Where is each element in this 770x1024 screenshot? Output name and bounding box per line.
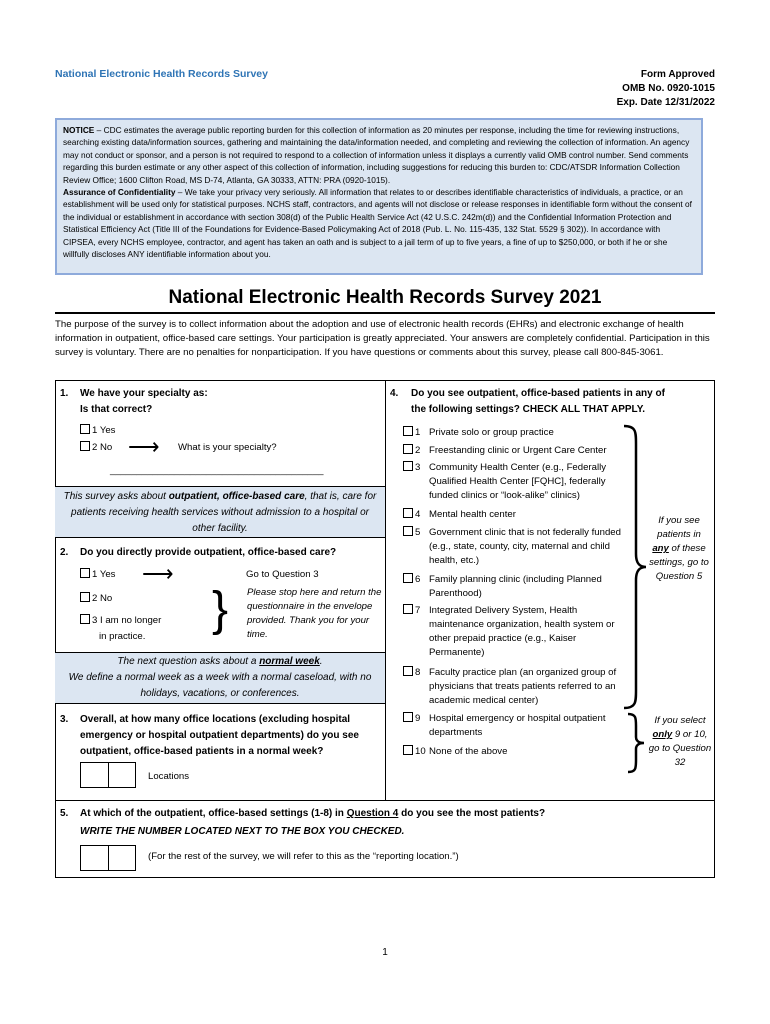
expiration-date: Exp. Date 12/31/2022 (616, 97, 715, 108)
q4-option-5[interactable] (403, 526, 420, 540)
q2-no-label: 2 No (92, 593, 113, 604)
q2-opt3-line1: 3 I am no longer (92, 615, 162, 626)
note1-underline: any (652, 543, 669, 554)
q1-number: 1. (60, 388, 69, 399)
band2-line2: We define a normal week as a week with a normal caseload, with no holidays, vacations, or conferences. (68, 672, 372, 699)
q3-text: Overall, at how many office locations (excluding hospital emergency or hospital outpatient departments) do you see outpatient, office-based patients in a normal week? (80, 714, 359, 757)
q2-stop-text: Please stop here and return the questionnaire in the envelope provided. Thank you for your time. (247, 587, 382, 640)
opt-num: 1 (415, 427, 421, 438)
q3-locations-input[interactable] (80, 762, 136, 788)
q5-text-pre: At which of the outpatient, office-based settings (1-8) in (80, 808, 347, 819)
q4-text (411, 386, 665, 418)
q4-option-3-label: Community Health Center (e.g., Federally Qualified Health Center [FQHC], federally funded clinics or “look-alike” clinics) (429, 462, 607, 501)
note1-pre: If you see patients in (657, 515, 701, 540)
q4-option-10-label: None of the above (429, 746, 508, 757)
q5-text (80, 806, 545, 822)
q5-text-post: do you see the most patients? (398, 808, 546, 819)
note1-post: of these settings, go to Question 5 (649, 543, 709, 582)
q2-text: Do you directly provide outpatient, office-based care? (80, 547, 337, 558)
q2-no-longer-option[interactable] (80, 614, 161, 628)
q1-no-label: 2 No (92, 442, 113, 453)
q2-goto: Go to Question 3 (246, 569, 319, 580)
opt-num: 10 (415, 746, 426, 757)
assurance-text: – We take your privacy very seriously. All information that relates to or describes identifiable characteristics of individuals, a practice, or an establishment will be used only for statistical purposes. NCHS staff, contractors, and agents will not disclose or release responses in identifiable form without the consent of the individual or establishment in accordance with section 308(d) of the Public Health Service Act (42 U.S.C. 242m(d)) and the Confidential Information Protection and Statistical Efficiency Act (Title III of the Foundations for Evidence-Based Policymaking Act of 2018 (Pub. L. No. 115-435, 132 Stat. 5529 § 302)). In accordance with CIPSEA, every NCHS employee, contractor, and agent has taken an oath and is subject to a jail term of up to five years, a fine of up to $250,000, or both if he or she willfully discloses ANY identifiable information about you. (63, 187, 692, 260)
q4-option-7[interactable] (403, 604, 420, 618)
survey-name-header: National Electronic Health Records Survey (55, 68, 268, 80)
band1-bold: outpatient, office-based care (168, 491, 305, 502)
q4-option-4[interactable] (403, 508, 420, 522)
q3-unit-label: Locations (148, 771, 190, 782)
q4-option-6-label: Family planning clinic (including Planned Parenthood) (429, 574, 602, 599)
specialty-blank[interactable]: ________________________________________ (110, 465, 324, 476)
q5-question-ref: Question 4 (346, 808, 399, 819)
q1-no-option[interactable] (80, 441, 112, 455)
q4-option-3[interactable] (403, 461, 420, 475)
q3-number: 3. (60, 714, 69, 725)
q4-option-2[interactable] (403, 444, 420, 458)
checkbox[interactable] (80, 424, 90, 434)
note2-pre: If you select (654, 715, 706, 726)
notice-label: NOTICE (63, 125, 95, 135)
q4-option-10[interactable] (403, 745, 426, 759)
q4-option-1[interactable] (403, 426, 420, 440)
q1-yes-label: 1 Yes (92, 425, 116, 436)
page-title: National Electronic Health Records Survey 2021 (168, 287, 602, 308)
q2-opt3-line2: in practice. (99, 631, 146, 642)
q5-number: 5. (60, 808, 69, 819)
opt-num: 3 (415, 462, 421, 473)
q2-yes-label: 1 Yes (92, 569, 116, 580)
checkbox[interactable] (403, 526, 413, 536)
checkbox[interactable] (80, 592, 90, 602)
opt-num: 8 (415, 667, 421, 678)
q2-number: 2. (60, 547, 69, 558)
q1-line1: We have your specialty as: (80, 388, 208, 399)
omb-number: OMB No. 0920-1015 (622, 83, 715, 94)
brace-icon (626, 712, 646, 774)
checkbox[interactable] (403, 745, 413, 755)
page-number: 1 (382, 947, 388, 958)
q5-setting-input[interactable] (80, 845, 136, 871)
q4-option-9[interactable] (403, 712, 420, 726)
brace-icon (620, 424, 648, 710)
checkbox[interactable] (403, 712, 413, 722)
arrow-right-icon: ⟶ (142, 561, 174, 586)
opt-num: 6 (415, 574, 421, 585)
q1-line2: Is that correct? (80, 404, 153, 415)
band2-bold: normal week (259, 656, 320, 667)
band1-pre: This survey asks about (63, 491, 169, 502)
opt-num: 9 (415, 713, 421, 724)
q4-option-4-label: Mental health center (429, 509, 516, 520)
q4-note-any (648, 514, 710, 584)
q4-number: 4. (390, 388, 399, 399)
checkbox[interactable] (403, 426, 413, 436)
notice-text: – CDC estimates the average public reporting burden for this collection of information as 20 minutes per response, including the time for reviewing instructions, searching existing data/information sources, gathering and maintaining the data/information needed, and completing and reviewing the collection of information. An agency may not conduct or sponsor, and a person is not required to respond to a collection of information unless it displays a currently valid OMB control number. Send comments regarding this burden estimate or any other aspect of this collection of information, including suggestions for reducing this burden to: CDC/ATSDR Information Collection Review Office; 1600 Clifton Road, MS D-74, Atlanta, GA 30333, ATTN: PRA (0920-1015). (63, 125, 690, 185)
checkbox[interactable] (403, 444, 413, 454)
q5-instruction: WRITE THE NUMBER LOCATED NEXT TO THE BOX YOU CHECKED. (80, 826, 405, 837)
q4-option-8[interactable] (403, 666, 420, 680)
title-rule (55, 312, 715, 314)
q4-line2: the following settings? CHECK ALL THAT APPLY. (411, 404, 646, 415)
note2-post: 9 or 10, go to Question 32 (648, 729, 712, 768)
omb-block (617, 68, 715, 110)
q4-option-1-label: Private solo or group practice (429, 427, 554, 438)
q4-option-8-label: Faculty practice plan (an organized group of physicians that treats patients referred to an academic medical center) (429, 667, 617, 706)
brace-icon: } (212, 583, 229, 636)
q5-divider (55, 800, 715, 801)
q4-option-7-label: Integrated Delivery System, Health maintenance organization, health system or other prepaid practice (e.g., Kaiser Permanente) (429, 605, 615, 658)
intro-text: The purpose of the survey is to collect information about the adoption and use of electronic health records (EHRs) and electronic exchange of health information in outpatient, office-based care settings. Your participation is greatly appreciated. Your answers are completely confidential. Participation in this survey is voluntary. There are no penalties for nonparticipation. If you have questions or comments about this survey, please call 800-845-3061. (55, 319, 710, 358)
band2-mid: . (319, 656, 323, 667)
outpatient-definition-band (55, 486, 385, 538)
opt-num: 5 (415, 527, 421, 538)
arrow-right-icon: ⟶ (128, 434, 160, 459)
band1-post: , that is, care for patients receiving health services without admission to a hospital or other facility. (71, 491, 377, 534)
checkbox[interactable] (80, 568, 90, 578)
q1-followup: What is your specialty? (178, 442, 277, 453)
q4-option-9-label: Hospital emergency or hospital outpatient departments (429, 713, 606, 738)
column-divider (385, 380, 386, 801)
q1-yes-option[interactable] (80, 424, 115, 438)
band2-pre: The next question asks about a (117, 656, 260, 667)
note2-underline: only (652, 729, 673, 740)
assurance-label: Assurance of Confidentiality (63, 187, 176, 198)
opt-num: 7 (415, 605, 421, 616)
q1-text (80, 386, 208, 418)
checkbox[interactable] (403, 461, 413, 471)
q4-note-only (648, 714, 712, 770)
q4-option-5-label: Government clinic that is not federally funded (e.g., state, county, city, maternal and child health, etc.) (429, 527, 621, 566)
opt-num: 4 (415, 509, 421, 520)
opt-num: 2 (415, 445, 421, 456)
q2-no-option[interactable] (80, 592, 112, 606)
notice-box (55, 118, 703, 275)
checkbox[interactable] (403, 573, 413, 583)
q4-line1: Do you see outpatient, office-based patients in any of (411, 388, 665, 399)
q5-note: (For the rest of the survey, we will refer to this as the “reporting location.”) (148, 851, 459, 862)
normal-week-band (55, 652, 385, 704)
form-approved: Form Approved (640, 69, 715, 80)
checkbox[interactable] (80, 441, 90, 451)
checkbox[interactable] (403, 508, 413, 518)
q4-option-6[interactable] (403, 573, 420, 587)
q4-option-2-label: Freestanding clinic or Urgent Care Center (429, 445, 607, 456)
checkbox[interactable] (80, 614, 90, 624)
checkbox[interactable] (403, 604, 413, 614)
q2-yes-option[interactable] (80, 568, 115, 582)
checkbox[interactable] (403, 666, 413, 676)
